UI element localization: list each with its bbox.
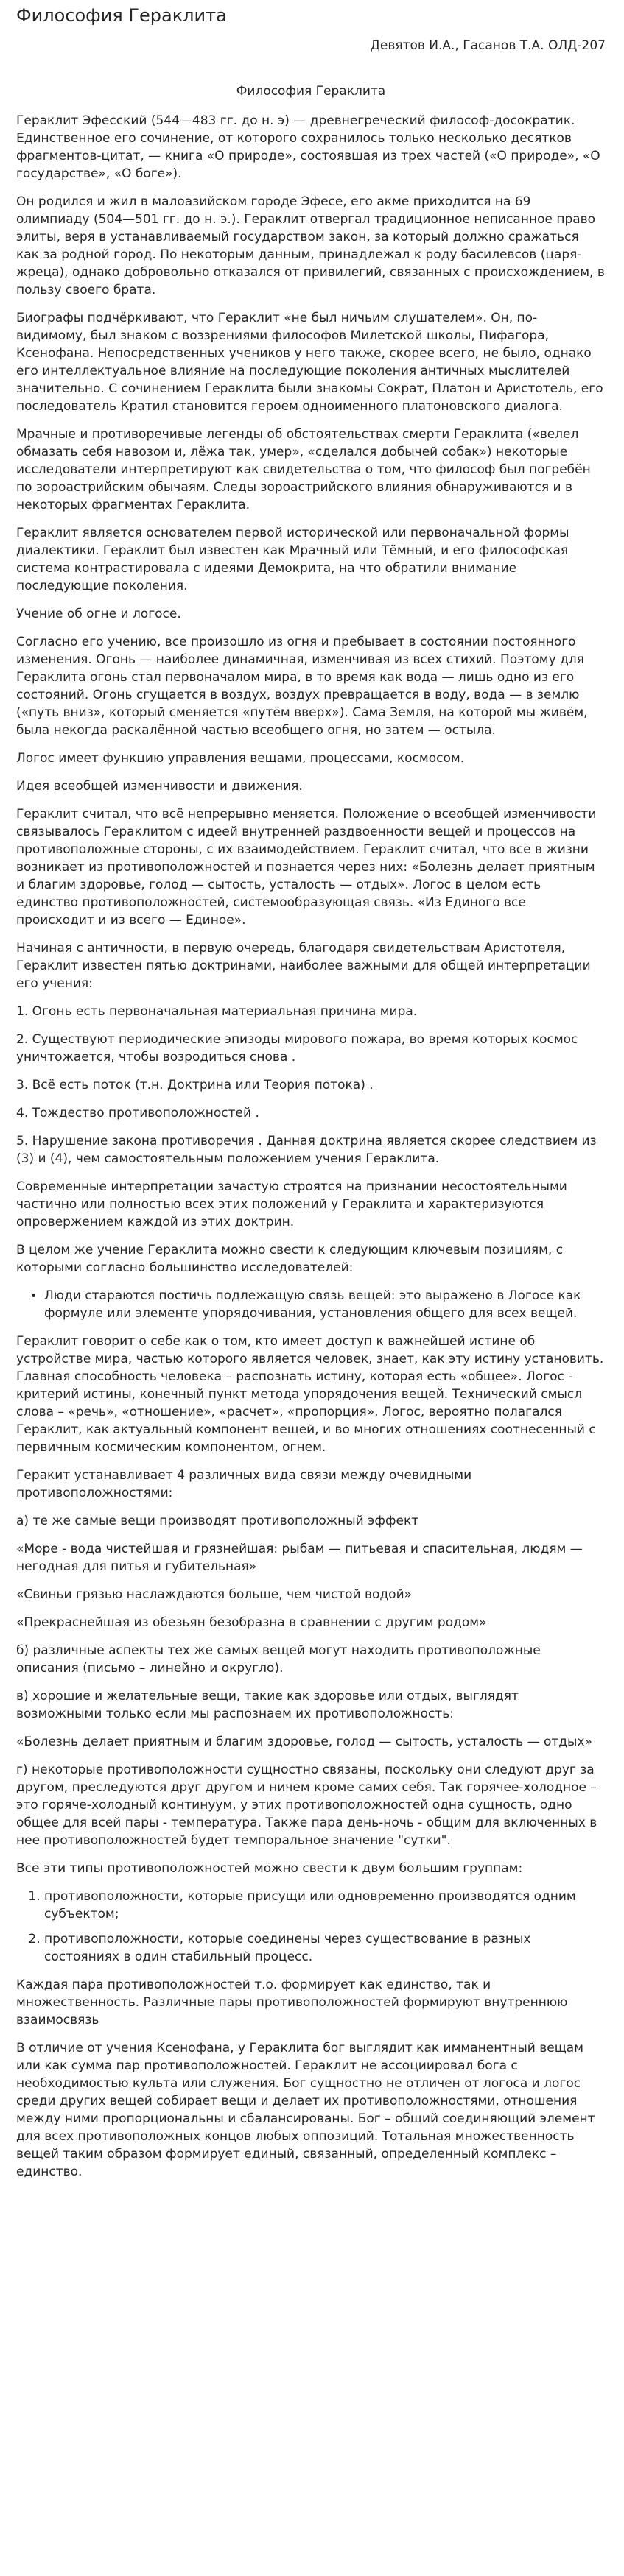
- list-item: 2. противоположности, которые соединены через существование в разных состояниях в один стабильный процесс.: [44, 1930, 606, 1966]
- paragraph: Все эти типы противоположностей можно свести к двум большим группам:: [16, 1861, 523, 1876]
- paragraph: Каждая пара противоположностей т.о. формирует как единство, так и множественность. Различные пары противоположностей формируют внутреннюю взаимосвязь: [16, 1977, 568, 2028]
- paragraph: Современные интерпретации зачастую строятся на признании несостоятельными частично или полностью всех этих положений у Гераклита и характеризуются опровержением каждой из этих доктрин.: [16, 1179, 567, 1229]
- paragraph: 1. Огонь есть первоначальная материальная причина мира.: [16, 1004, 418, 1019]
- paragraph: В целом же учение Гераклита можно свести к следующим ключевым позициям, с которыми согласно большинство исследователей:: [16, 1243, 564, 1275]
- paragraph: Он родился и жил в малоазийском городе Эфесе, его акме приходится на 69 олимпиаду (504—501 гг. до н. э.). Гераклит отвергал традиционное неписанное право элиты, веря в устанавливаемый государством закон, за который должно сражаться как за родной город. По некоторым данным, принадлежал к роду басилевсов (царя-жреца), однако добровольно отказался от привилегий, связанных с происхождением, в пользу своего брата.: [16, 194, 605, 297]
- authors-line: Девятов И.А., Гасанов Т.А. ОЛД-207: [370, 38, 606, 53]
- paragraph: Логос имеет функцию управления вещами, процессами, космосом.: [16, 751, 465, 766]
- paragraph: Гераклит считал, что всё непрерывно меняется. Положение о всеобщей изменчивости связывалось Гераклитом с идеей внутренней раздвоенности вещей и процессов на противоположные стороны, с их взаимодействием. Гераклит считал, что все в жизни возникает из противоположностей и познается через них: «Болезнь делает приятным и благим здоровье, голод — сытость, усталость — отдых». Логос в целом есть единство противоположностей, системообразующая связь. «Из Единого все происходит и из всего — Единое».: [16, 807, 597, 928]
- paragraph: Гераклит является основателем первой исторической или первоначальной формы диалектики. Гераклит был известен как Мрачный или Тёмный, и его философская система контрастировала с идеями Демокрита, на что обратили внимание последующие поколения.: [16, 526, 569, 593]
- paragraph: 4. Тождество противоположностей .: [16, 1106, 259, 1121]
- paragraph: а) те же самые вещи производят противоположный эффект: [16, 1514, 419, 1528]
- paragraph: В отличие от учения Ксенофана, у Гераклита бог выглядит как имманентный вещам или как сумма пар противоположностей. Гераклит не ассоциировал бога с необходимостью культа или служения. Бог сущностно не отличен от логоса и логос среди других вещей собирает вещи и делает их противоположностями, отношения между ними пропорциональны и сбалансированы. Бог – общий соединяющий элемент для всех противоположных концов любых оппозиций. Тотальная множественность вещей таким образом формирует единый, связанный, определенный комплекс – единство.: [16, 2041, 595, 2179]
- paragraph: «Свиньи грязью наслаждаются больше, чем чистой водой»: [16, 1587, 413, 1602]
- paragraph: в) хорошие и желательные вещи, такие как здоровье или отдых, выглядят возможными только если мы распознаем их противоположность:: [16, 1689, 519, 1721]
- paragraph: «Прекраснейшая из обезьян безобразна в сравнении с другим родом»: [16, 1615, 487, 1630]
- document-title: Философия Гераклита: [16, 5, 227, 26]
- paragraph: 2. Существуют периодические эпизоды мирового пожара, во время которых космос уничтожается, чтобы возродиться снова .: [16, 1032, 578, 1065]
- paragraph: Геракит устанавливает 4 различных вида связи между очевидными противоположностями:: [16, 1468, 472, 1500]
- document-body: [16, 112, 606, 2181]
- paragraph: Идея всеобщей изменчивости и движения.: [16, 779, 303, 794]
- paragraph: 3. Всё есть поток (т.н. Доктрина или Теория потока) .: [16, 1078, 374, 1093]
- list-item: • Люди стараются постичь подлежащую связь вещей: это выражено в Логосе как формуле или элементе упорядочивания, установления общего для всех вещей.: [44, 1287, 606, 1322]
- paragraph: Гераклит Эфесский (544—483 гг. до н. э) — древнегреческий философ-досократик. Единственное его сочинение, от которого сохранилось только несколько десятков фрагментов-цитат, — книга «О природе», состоявшая из трех частей («О природе», «О государстве», «О боге»).: [16, 113, 600, 181]
- paragraph: г) некоторые противоположности сущностно связаны, поскольку они следуют друг за другом, преследуются друг другом и ничем кроме самих себя. Так горячее-холодное – это горяче-холодный континуум, у этих противоположностей одна сущность, одно общее для всей пары - температура. Также пара день-ночь - общим для включенных в нее противоположностей будет темпоральное значение "сутки".: [16, 1762, 597, 1848]
- paragraph: «Море - вода чистейшая и грязнейшая: рыбам — питьевая и спасительная, людям — негодная для питья и губительная»: [16, 1542, 583, 1574]
- paragraph: Согласно его учению, все произошло из огня и пребывает в состоянии постоянного изменения. Огонь — наиболее динамичная, изменчивая из всех стихий. Поэтому для Гераклита огонь стал первоначалом мира, в то время как вода — лишь одно из его состояний. Огонь сгущается в воздух, воздух превращается в воду, вода — в землю («путь вниз», который сменяется «путём вверх»). Сама Земля, на которой мы живём, была некогда раскалённой частью всеобщего огня, но затем — остыла.: [16, 635, 588, 738]
- paragraph: 5. Нарушение закона противоречия . Данная доктрина является скорее следствием из (3) и (4), чем самостоятельным положением учения Гераклита.: [16, 1134, 597, 1166]
- bullet-list: [16, 1287, 606, 1322]
- section-heading: Философия Гераклита: [236, 84, 386, 99]
- paragraph: «Болезнь делает приятным и благим здоровье, голод — сытость, усталость — отдых»: [16, 1735, 592, 1749]
- paragraph: Начиная с античности, в первую очередь, благодаря свидетельствам Аристотеля, Гераклит известен пятью доктринами, наиболее важными для общей интерпретации его учения:: [16, 941, 591, 991]
- numbered-list: [16, 1888, 606, 1966]
- paragraph: Мрачные и противоречивые легенды об обстоятельствах смерти Гераклита («велел обмазать себя навозом и, лёжа так, умер», «сделался добычей собак») некоторые исследователи интерпретируют как свидетельства о том, что философ был погребён по зороастрийским обычаям. Следы зороастрийского влияния обнаруживаются и в некоторых фрагментах Гераклита.: [16, 427, 591, 512]
- paragraph: Биографы подчёркивают, что Гераклит «не был ничьим слушателем». Он, по-видимому, был знаком с воззрениями философов Милетской школы, Пифагора, Ксенофана. Непосредственных учеников у него также, скорее всего, не было, однако его интеллектуальное влияние на последующие поколения античных мыслителей значительно. С сочинением Гераклита были знакомы Сократ, Платон и Аристотель, его последователь Кратил становится героем одноименного платоновского диалога.: [16, 311, 603, 414]
- paragraph: Гераклит говорит о себе как о том, кто имеет доступ к важнейшей истине об устройстве мира, частью которого является человек, знает, как эту истину установить. Главная способность человека – распознать истину, которая есть «общее». Логос - критерий истины, конечный пункт метода упорядочения вещей. Технический смысл слова – «речь», «отношение», «расчет», «пропорция». Логос, вероятно полагался Гераклит, как актуальный компонент вещей, и во многих отношениях соотнесенный с первичным космическим компонентом, огнем.: [16, 1334, 604, 1455]
- list-item: 1. противоположности, которые присущи или одновременно производятся одним субъектом;: [44, 1888, 606, 1923]
- paragraph: б) различные аспекты тех же самых вещей могут находить противоположные описания (письмо – линейно и округло).: [16, 1643, 541, 1676]
- paragraph: Учение об огне и логосе.: [16, 607, 181, 621]
